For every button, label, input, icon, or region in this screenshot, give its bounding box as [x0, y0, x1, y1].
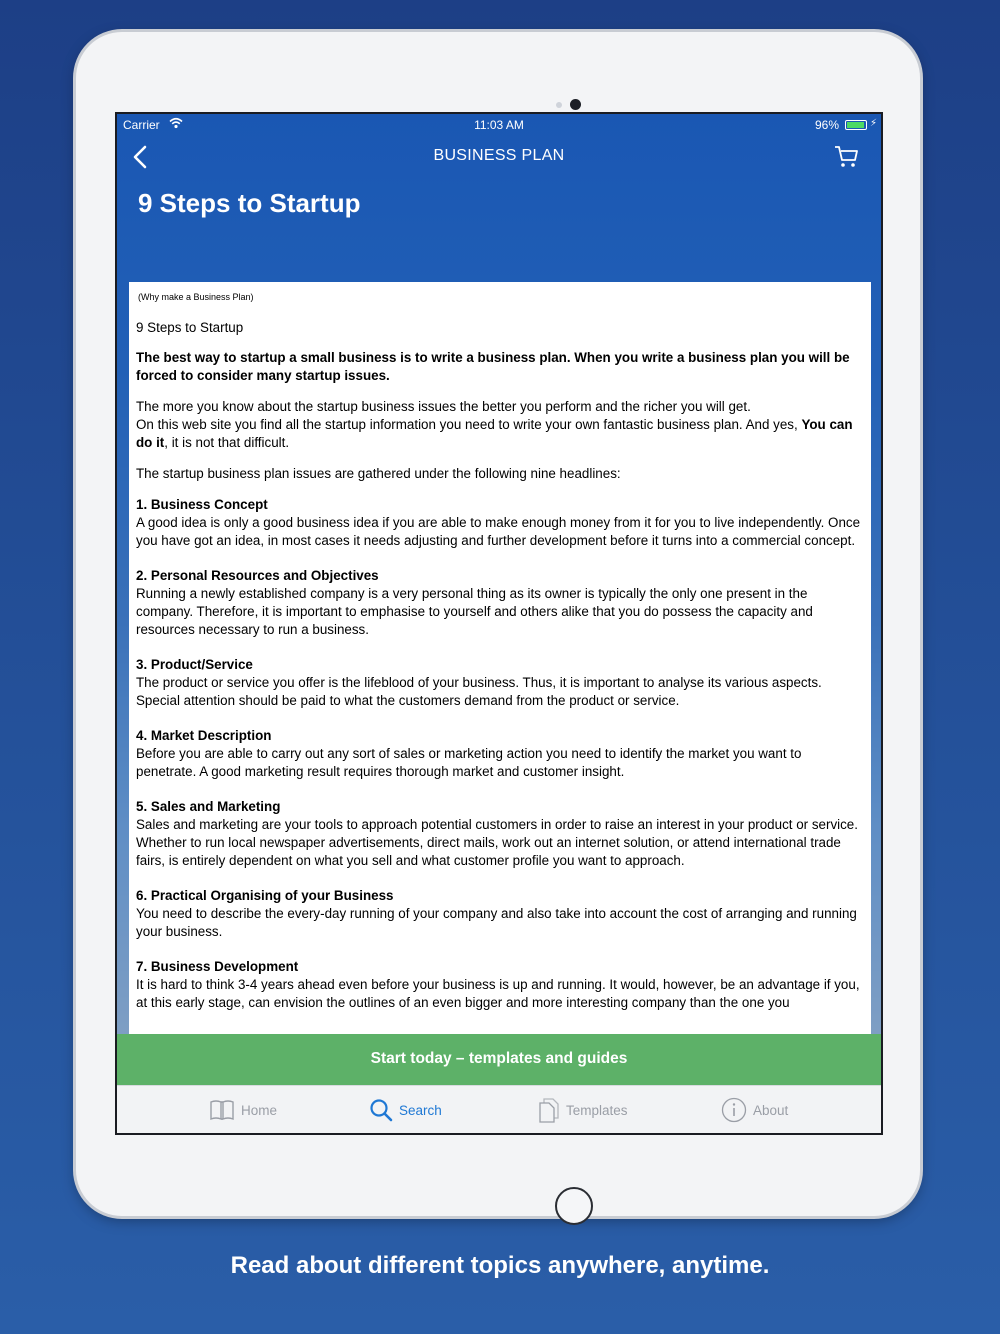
documents-icon — [538, 1097, 560, 1123]
section-body: The product or service you offer is the lifeblood of your business. Thus, it is important to analyse its various aspects. Special attention should be paid to what the customers demand from the product or service. — [136, 675, 822, 708]
start-today-button[interactable]: Start today – templates and guides — [117, 1034, 881, 1085]
article-lead: The best way to startup a small business is to write a business plan. When you write a business plan you will be forced to consider many startup issues. — [136, 350, 850, 383]
book-icon — [209, 1098, 235, 1122]
marketing-tagline: Read about different topics anywhere, anytime. — [230, 1252, 770, 1279]
app-screen — [115, 112, 883, 1135]
front-camera — [570, 99, 581, 110]
intro-line-2-pre: On this web site you find all the startup information you need to write your own fantastic business plan. And yes, — [136, 417, 802, 432]
section-practical-organising — [136, 887, 863, 941]
section-title: 6. Practical Organising of your Business — [136, 888, 394, 903]
search-icon — [369, 1098, 393, 1122]
tab-search[interactable] — [369, 1086, 442, 1134]
section-title: 7. Business Development — [136, 959, 299, 974]
carrier-label: Carrier — [123, 118, 160, 132]
charging-icon: ⚡ — [869, 118, 877, 129]
intro-line-2-post: , it is not that difficult. — [164, 435, 290, 450]
section-body: You need to describe the every-day running of your company and also take into account the cost of arranging and running your business. — [136, 906, 857, 939]
article-content[interactable] — [129, 282, 871, 1034]
article-subheading: 9 Steps to Startup — [136, 320, 244, 335]
tab-home[interactable] — [209, 1086, 277, 1134]
tab-label: About — [753, 1102, 789, 1118]
section-product-service — [136, 656, 863, 710]
tab-label: Templates — [566, 1102, 628, 1118]
section-body: A good idea is only a good business idea if you are able to make enough money from it for you to live independently. Once you have got an idea, in most cases it needs adjusting and further development before it turns into a commercial concept. — [136, 515, 861, 548]
info-icon — [721, 1097, 747, 1123]
section-title: 4. Market Description — [136, 728, 272, 743]
nav-title: BUSINESS PLAN — [433, 147, 565, 164]
section-body: Before you are able to carry out any sort of sales or marketing action you need to identify the market you want to penetrate. A good marketing result requires thorough market and customer insight. — [136, 746, 802, 779]
page-title: 9 Steps to Startup — [138, 188, 361, 218]
sensor-dot — [556, 102, 562, 108]
battery-percent: 96% — [814, 118, 839, 132]
section-title: 5. Sales and Marketing — [136, 799, 281, 814]
section-sales-marketing — [136, 798, 863, 870]
cart-icon[interactable] — [833, 143, 859, 169]
section-body: It is hard to think 3-4 years ahead even before your business is up and running. It would, however, be an advantage if you, at this early stage, can envision the outlines of an even bigger and more interesting company than the one you — [136, 977, 860, 1010]
article-gathered: The startup business plan issues are gathered under the following nine headlines: — [136, 466, 621, 481]
intro-line-2-bold: You can do it — [136, 417, 853, 450]
intro-line-1: The more you know about the startup business issues the better you perform and the richer you will get. — [136, 399, 751, 414]
section-business-development — [136, 958, 863, 1012]
clock: 11:03 AM — [474, 118, 524, 132]
article-note: (Why make a Business Plan) — [138, 292, 254, 302]
section-personal-resources — [136, 567, 863, 639]
tab-label: Home — [241, 1102, 278, 1118]
status-bar — [117, 114, 881, 138]
tab-about[interactable] — [721, 1086, 788, 1134]
tab-templates[interactable] — [538, 1086, 628, 1134]
section-body: Running a newly established company is a very personal thing as its owner is typically the only one present in the company. Therefore, it is important to emphasise to yourself and others alike that you do possess the capacity and resources necessary to run a business. — [136, 586, 813, 637]
section-title: 2. Personal Resources and Objectives — [136, 568, 379, 583]
article-intro — [136, 398, 863, 452]
battery-icon — [845, 120, 867, 130]
section-business-concept — [136, 496, 863, 550]
tab-label: Search — [399, 1102, 442, 1118]
tab-bar — [117, 1085, 881, 1135]
section-body: Sales and marketing are your tools to approach potential customers in order to raise an interest in your product or service. Whether to run local newspaper advertisements, direct mails, work out an internet solution, or attend international trade fairs, is entirely dependent on what you sell and what customer profile you want to approach. — [136, 817, 858, 868]
section-title: 1. Business Concept — [136, 497, 268, 512]
section-title: 3. Product/Service — [136, 657, 253, 672]
section-market-description — [136, 727, 863, 781]
navigation-bar — [117, 138, 881, 178]
home-button[interactable] — [555, 1187, 593, 1225]
